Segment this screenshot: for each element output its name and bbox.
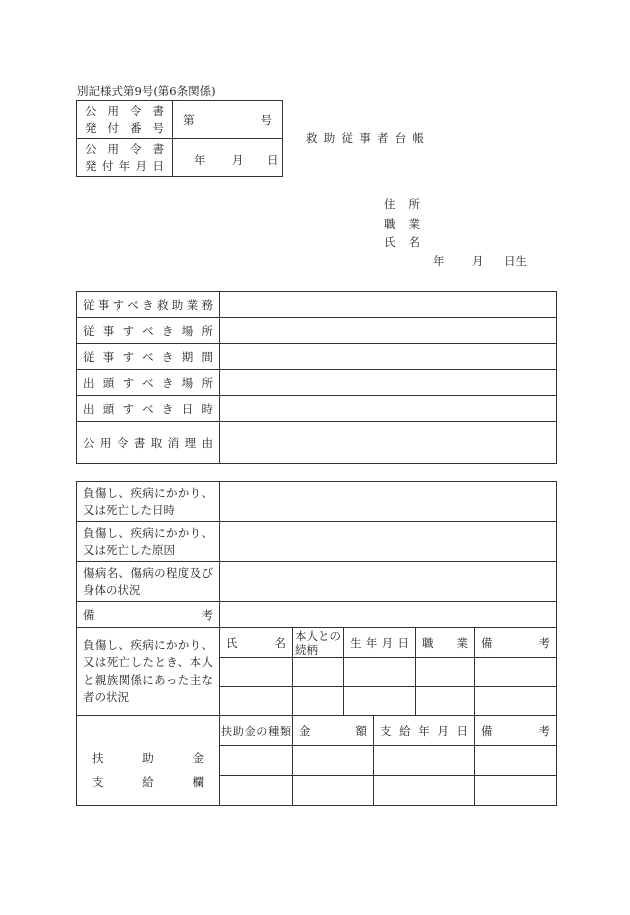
col-header-text: 金額 — [299, 723, 367, 738]
family-cell[interactable] — [344, 687, 416, 716]
row-label-text: 備考 — [83, 607, 213, 622]
duty-table — [76, 291, 557, 464]
row-label-text: 負傷し、疾病にかかり、又は死亡した日時 — [83, 485, 213, 517]
number-suffix: 号 — [260, 112, 272, 127]
cancellation-reason-label — [77, 422, 220, 464]
name-label: 氏名 — [384, 235, 420, 249]
family-status-label — [77, 628, 220, 716]
aid-col-remarks — [475, 716, 557, 746]
row-label-text: 出頭すべき場所 — [83, 375, 213, 390]
address-label: 住所 — [384, 197, 420, 211]
issue-date-field[interactable] — [173, 139, 283, 177]
family-col-birthdate — [344, 628, 416, 658]
family-cell[interactable] — [293, 687, 344, 716]
aid-cell[interactable] — [220, 776, 293, 806]
year-label: 年 — [194, 153, 206, 167]
row-label-text: 従事すべき期間 — [83, 349, 213, 364]
row-label-text: 傷病名、傷病の程度及び身体の状況 — [83, 565, 213, 597]
aid-cell[interactable] — [475, 746, 557, 776]
family-cell[interactable] — [344, 658, 416, 687]
aid-label-line-2: 支給欄 — [92, 774, 204, 789]
row-label-text: 公用令書取消理由 — [83, 435, 213, 450]
aid-col-date — [374, 716, 475, 746]
form-id: 別記様式第9号(第6条関係) — [77, 84, 216, 98]
family-cell[interactable] — [416, 687, 475, 716]
condition-label — [77, 562, 220, 602]
number-prefix: 第 — [183, 112, 195, 127]
family-cell[interactable] — [220, 687, 293, 716]
duty-period-field[interactable] — [220, 344, 557, 370]
month-label: 月 — [232, 153, 244, 167]
family-col-relation — [293, 628, 344, 658]
report-datetime-field[interactable] — [220, 396, 557, 422]
remarks-label — [77, 602, 220, 628]
row-label-text: 負傷し、疾病にかかり、又は死亡した原因 — [83, 525, 213, 557]
family-col-occupation — [416, 628, 475, 658]
issue-number-field[interactable] — [173, 101, 283, 139]
family-cell[interactable] — [293, 658, 344, 687]
row-label-text: 従事すべき救助業務 — [83, 297, 213, 312]
row-label-text: 負傷し、疾病にかかり、又は死亡したとき、本人と親族関係にあった主な者の状況 — [83, 637, 213, 704]
issuance-table — [76, 100, 283, 177]
injury-datetime-label — [77, 482, 220, 522]
injury-cause-field[interactable] — [220, 522, 557, 562]
remarks-field[interactable] — [220, 602, 557, 628]
cancellation-reason-field[interactable] — [220, 422, 557, 464]
label-line-2: 発付番号 — [85, 120, 164, 135]
col-header-text: 備考 — [481, 723, 551, 738]
duty-place-field[interactable] — [220, 318, 557, 344]
birth-year-label: 年 — [433, 254, 445, 268]
row-label-text: 出頭すべき日時 — [83, 401, 213, 416]
injury-cause-label — [77, 522, 220, 562]
report-place-field[interactable] — [220, 370, 557, 396]
col-header-text: 備考 — [481, 635, 551, 650]
report-place-label — [77, 370, 220, 396]
duty-period-label — [77, 344, 220, 370]
condition-field[interactable] — [220, 562, 557, 602]
col-header-text: 職業 — [422, 635, 468, 650]
aid-label-line-1: 扶助金 — [92, 750, 204, 765]
aid-payment-label — [77, 716, 220, 806]
aid-cell[interactable] — [374, 746, 475, 776]
aid-cell[interactable] — [293, 776, 374, 806]
label-line-2: 発付年月日 — [85, 158, 164, 173]
injury-table — [76, 481, 557, 806]
col-header-text: 本人との続柄 — [295, 628, 341, 657]
label-line-1: 公用令書 — [85, 141, 164, 156]
family-cell[interactable] — [475, 687, 557, 716]
label-line-1: 公用令書 — [85, 103, 164, 118]
col-header-text: 氏名 — [226, 635, 286, 650]
day-label: 日 — [267, 153, 279, 167]
issue-date-label — [77, 139, 173, 177]
aid-cell[interactable] — [374, 776, 475, 806]
col-header-text: 扶助金の種類 — [221, 724, 291, 738]
duty-field[interactable] — [220, 292, 557, 318]
aid-cell[interactable] — [475, 776, 557, 806]
duty-place-label — [77, 318, 220, 344]
occupation-label: 職業 — [384, 217, 420, 231]
row-label-text: 従事すべき場所 — [83, 323, 213, 338]
col-header-text: 生年月日 — [350, 635, 409, 650]
family-cell[interactable] — [220, 658, 293, 687]
family-col-name — [220, 628, 293, 658]
duty-label — [77, 292, 220, 318]
family-col-remarks — [475, 628, 557, 658]
aid-cell[interactable] — [293, 746, 374, 776]
col-header-text: 支給年月日 — [380, 723, 468, 738]
birth-day-label: 日生 — [504, 254, 527, 268]
issue-number-label — [77, 101, 173, 139]
injury-datetime-field[interactable] — [220, 482, 557, 522]
page-title: 救助従事者台帳 — [306, 131, 424, 145]
family-cell[interactable] — [475, 658, 557, 687]
birth-month-label: 月 — [472, 254, 484, 268]
aid-col-amount — [293, 716, 374, 746]
report-datetime-label — [77, 396, 220, 422]
family-cell[interactable] — [416, 658, 475, 687]
aid-col-type — [220, 716, 293, 746]
aid-cell[interactable] — [220, 746, 293, 776]
